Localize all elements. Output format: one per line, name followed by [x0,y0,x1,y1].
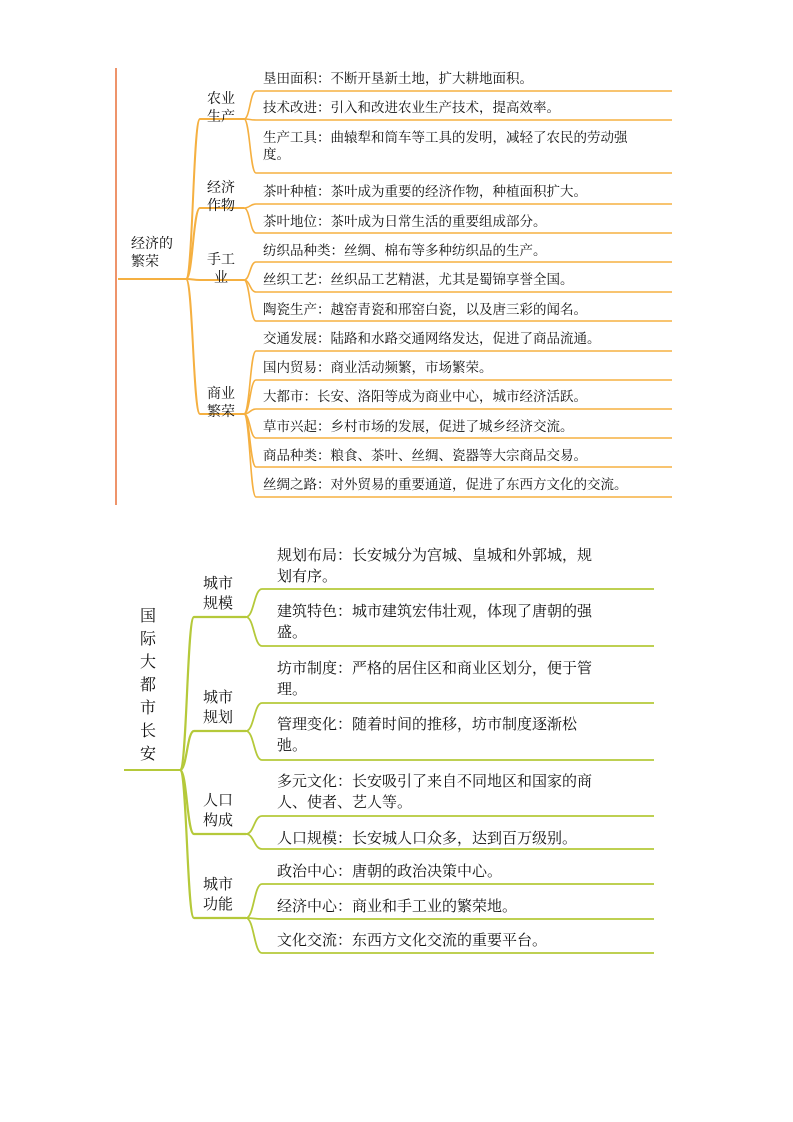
map2-leaf-connector [246,703,262,731]
map2-leaf: 规划布局：长安城分为宫城、皇城和外郭城，规 划有序。 [277,546,593,585]
map1-leaf: 纺织品种类：丝绸、棉布等多种纺织品的生产。 [263,243,547,259]
map1-leaf: 生产工具：曲辕犁和筒车等工具的发明，减轻了农民的劳动强 度。 [263,130,628,163]
map1-leaf: 丝绸之路：对外贸易的重要通道，促进了东西方文化的交流。 [263,477,628,493]
map1-leaf: 垦田面积：不断开垦新土地，扩大耕地面积。 [263,71,533,87]
map1-branch-cash-crops: 经济 作物 [207,180,235,214]
map1-leaf-connector [244,204,256,208]
map2-branch-planning: 城市 规划 [202,688,233,726]
map2-leaf-connector [246,816,262,834]
map1-root: 经济的 繁荣 [131,236,173,270]
map2-leaf-connector [246,918,262,953]
map1-branch-handicraft: 手工 业 [207,252,235,286]
map2-branch-connector [180,770,194,918]
map2-branch-population: 人口 构成 [202,791,233,829]
map2-leaf: 政治中心：唐朝的政治决策中心。 [277,862,503,880]
map1-leaf: 茶叶种植：茶叶成为重要的经济作物，种植面积扩大。 [263,184,587,200]
map2-leaf: 文化交流：东西方文化交流的重要平台。 [277,931,548,949]
map1-leaf: 交通发展：陆路和水路交通网络发达，促进了商品流通。 [263,331,601,347]
map2-leaf: 管理变化：随着时间的推移，坊市制度逐渐松 弛。 [277,715,578,754]
map1-leaf: 茶叶地位：茶叶成为日常生活的重要组成部分。 [263,214,547,230]
map2-leaf: 坊市制度：严格的居住区和商业区划分，便于管 理。 [277,659,593,698]
map1-leaf: 商品种类：粮食、茶叶、丝绸、瓷器等大宗商品交易。 [263,448,587,464]
map2-branch-scale: 城市 规模 [202,574,233,612]
map2-leaf: 多元文化：长安吸引了来自不同地区和国家的商 人、使者、艺人等。 [277,772,593,811]
map1-leaf: 陶瓷生产：越窑青瓷和邢窑白瓷，以及唐三彩的闻名。 [263,302,587,318]
map1-leaf-connector [244,208,256,233]
map1-branch-commerce: 商业 繁荣 [207,386,235,420]
map1-leaf-connector [244,119,256,173]
map1-leaf: 国内贸易：商业活动频繁，市场繁荣。 [263,360,493,376]
map1-leaf: 丝织工艺：丝织品工艺精湛，尤其是蜀锦享誉全国。 [263,272,574,288]
map1-branch-connector [186,279,200,414]
map2-leaf: 人口规模：长安城人口众多，达到百万级别。 [277,829,578,847]
map1-leaf: 草市兴起：乡村市场的发展，促进了城乡经济交流。 [263,419,574,435]
map1-branch-agriculture: 农业 生产 [207,91,235,125]
map2-branch-function: 城市 功能 [202,875,233,913]
map1-leaf: 技术改进：引入和改进农业生产技术，提高效率。 [263,100,560,116]
map1-branch-connector [186,119,200,279]
map2-root: 国 际 大 都 市 长 安 [139,606,156,763]
map2-leaf-connector [246,884,262,918]
map1-leaf-connector [244,91,256,119]
map2-leaf: 经济中心：商业和手工业的繁荣地。 [277,897,518,915]
map2-leaf: 建筑特色：城市建筑宏伟壮观，体现了唐朝的强 盛。 [277,602,593,641]
map2-leaf-connector [246,834,262,849]
map2-leaf-connector [246,731,262,760]
map2-leaf-connector [246,589,262,617]
map2-leaf-connector [246,617,262,646]
map1-branch-connector [186,279,200,280]
map1-leaf: 大都市：长安、洛阳等成为商业中心，城市经济活跃。 [263,389,587,405]
map1-leaf-connector [244,262,256,280]
